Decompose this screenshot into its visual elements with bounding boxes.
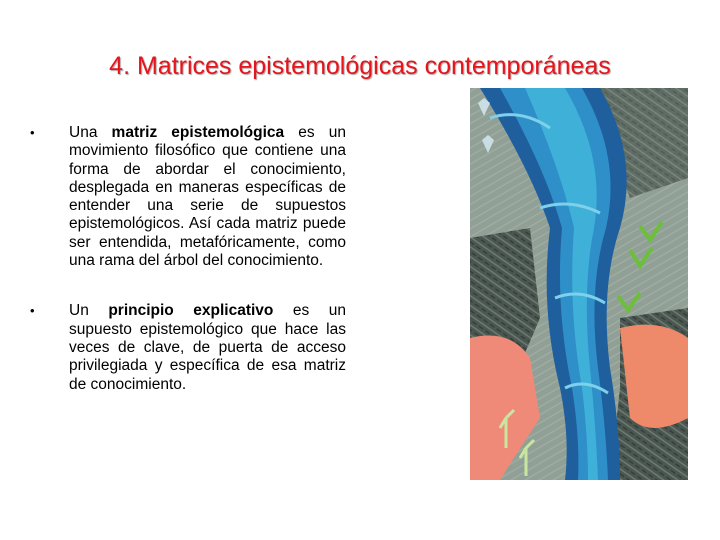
bullet-icon: • (30, 303, 35, 319)
river-illustration (470, 88, 688, 480)
bullet-item-principio (28, 302, 346, 393)
bullet-text-rest: es un movimiento filosófico que contiene una forma de abordar el conocimiento, desplegada en maneras específicas de entender una serie de supuestos epistemológicos. Así cada matriz puede ser entendida, metafóricamente, como una rama del árbol del conocimiento. (69, 124, 346, 270)
bullet-text-rest: es un supuesto epistemológico que hace las veces de clave, de puerta de acceso privilegiada y específica de esa matriz de conocimiento. (69, 302, 346, 393)
bullet-text-start: Un (69, 302, 109, 320)
bullet-list (28, 124, 346, 426)
bullet-text-start: Una (69, 124, 112, 141)
slide-title: 4. Matrices epistemológicas contemporáneas (109, 52, 611, 80)
bullet-bold-term: matriz epistemológica (111, 124, 285, 141)
bullet-bold-term: principio explicativo (108, 302, 274, 320)
bullet-item-matriz (28, 124, 346, 270)
bullet-icon: • (30, 125, 35, 140)
salmon-region-right (620, 325, 688, 428)
